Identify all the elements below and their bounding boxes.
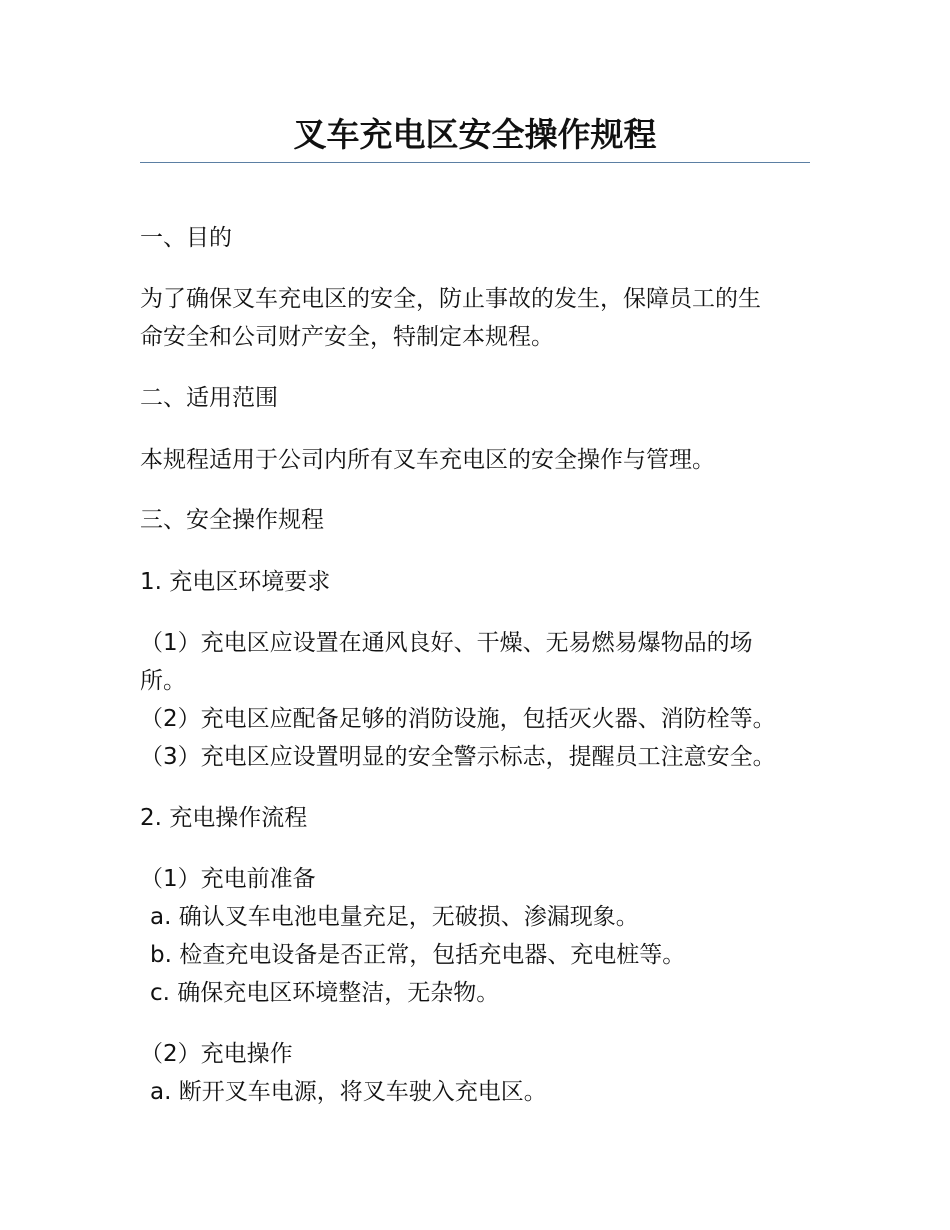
operate-item-a: a. 断开叉车电源，将叉车驶入充电区。 [150, 1079, 547, 1105]
document-title: 叉车充电区安全操作规程 [293, 115, 657, 154]
env-item-1-line-1: （1）充电区应设置在通风良好、干燥、无易燃易爆物品的场 [140, 630, 753, 656]
prep-item-a: a. 确认叉车电池电量充足，无破损、渗漏现象。 [150, 904, 639, 930]
section-heading-scope: 二、适用范围 [140, 385, 278, 411]
purpose-paragraph-line-2: 命安全和公司财产安全，特制定本规程。 [140, 324, 554, 350]
title-divider [140, 162, 810, 163]
flow-step-heading-operate: （2）充电操作 [140, 1041, 293, 1067]
prep-item-c: c. 确保充电区环境整洁，无杂物。 [150, 980, 500, 1006]
prep-item-b: b. 检查充电设备是否正常，包括充电器、充电桩等。 [150, 942, 686, 968]
env-item-2: （2）充电区应配备足够的消防设施，包括灭火器、消防栓等。 [140, 706, 776, 732]
scope-paragraph: 本规程适用于公司内所有叉车充电区的安全操作与管理。 [140, 447, 715, 473]
env-item-3: （3）充电区应设置明显的安全警示标志，提醒员工注意安全。 [140, 744, 776, 770]
purpose-paragraph-line-1: 为了确保叉车充电区的安全，防止事故的发生，保障员工的生 [140, 286, 761, 312]
section-heading-purpose: 一、目的 [140, 225, 232, 251]
subsection-heading-environment: 1. 充电区环境要求 [140, 569, 331, 595]
flow-step-heading-prep: （1）充电前准备 [140, 866, 316, 892]
section-heading-procedures: 三、安全操作规程 [140, 507, 324, 533]
env-item-1-line-2: 所。 [140, 668, 186, 694]
subsection-heading-charging-flow: 2. 充电操作流程 [140, 805, 308, 831]
